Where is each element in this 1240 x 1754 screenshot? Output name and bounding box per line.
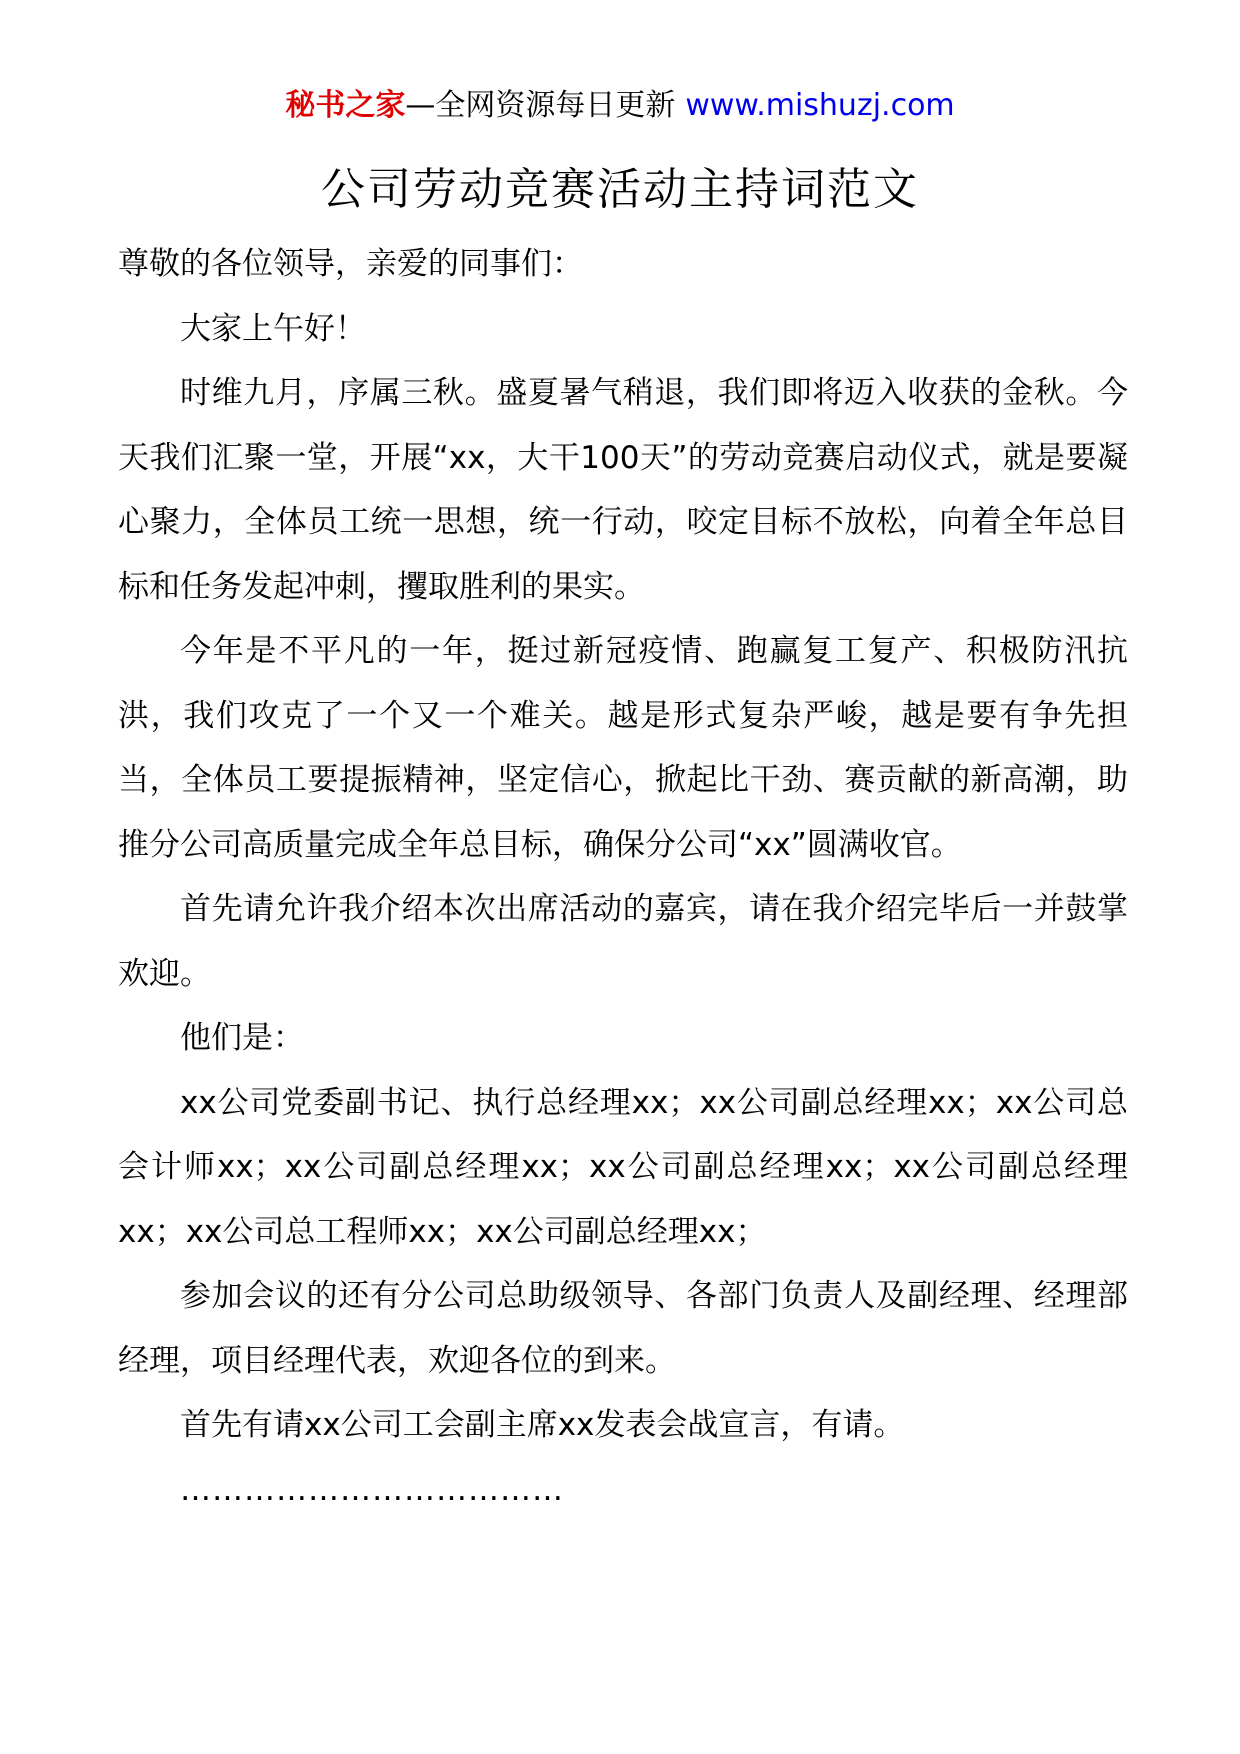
paragraph-guest-list: xx公司党委副书记、执行总经理xx；xx公司副总经理xx；xx公司总会计师xx；xx公司副总经理xx；xx公司副总经理xx；xx公司副总经理xx；xx公司总工程师xx；xx公司副总经理xx； [118,1084,1128,1250]
paragraph-greeting: 大家上午好！ [180,310,366,347]
paragraph-context: 今年是不平凡的一年，挺过新冠疫情、跑赢复工复产、积极防汛抗洪，我们攻克了一个又一个难关。越是形式复杂严峻，越是要有争先担当，全体员工要提振精神，坚定信心，掀起比干劲、赛贡献的新高潮，助推分公司高质量完成全年总目标，确保分公司“xx”圆满收官。 [118,633,1128,863]
header-tagline: —全网资源每日更新 [405,88,676,123]
document-title: 公司劳动竞赛活动主持词范文 [321,164,919,215]
salutation: 尊敬的各位领导，亲爱的同事们： [118,246,583,282]
paragraph-they-are: 他们是： [180,1020,304,1056]
document-body [118,232,1128,1522]
paragraph-guest-intro: 首先请允许我介绍本次出席活动的嘉宾，请在我介绍完毕后一并鼓掌欢迎。 [118,891,1128,992]
site-header [0,86,1240,126]
paragraph-invite-speech: 首先有请xx公司工会副主席xx发表会战宣言，有请。 [180,1407,905,1443]
paragraph-attendees: 参加会议的还有分公司总助级领导、各部门负责人及副经理、经理部经理，项目经理代表，欢迎各位的到来。 [118,1278,1128,1379]
paragraph-ellipsis: ……………………………… [180,1471,564,1508]
brand-name: 秘书之家 [285,88,406,123]
paragraph-opening: 时维九月，序属三秋。盛夏暑气稍退，我们即将迈入收获的金秋。今天我们汇聚一堂，开展“xx，大干100天”的劳动竞赛启动仪式，就是要凝心聚力，全体员工统一思想，统一行动，咬定目标不放松，向着全年总目标和任务发起冲刺，攫取胜利的果实。 [118,375,1128,605]
site-url-link[interactable]: www.mishuzj.com [685,88,955,123]
